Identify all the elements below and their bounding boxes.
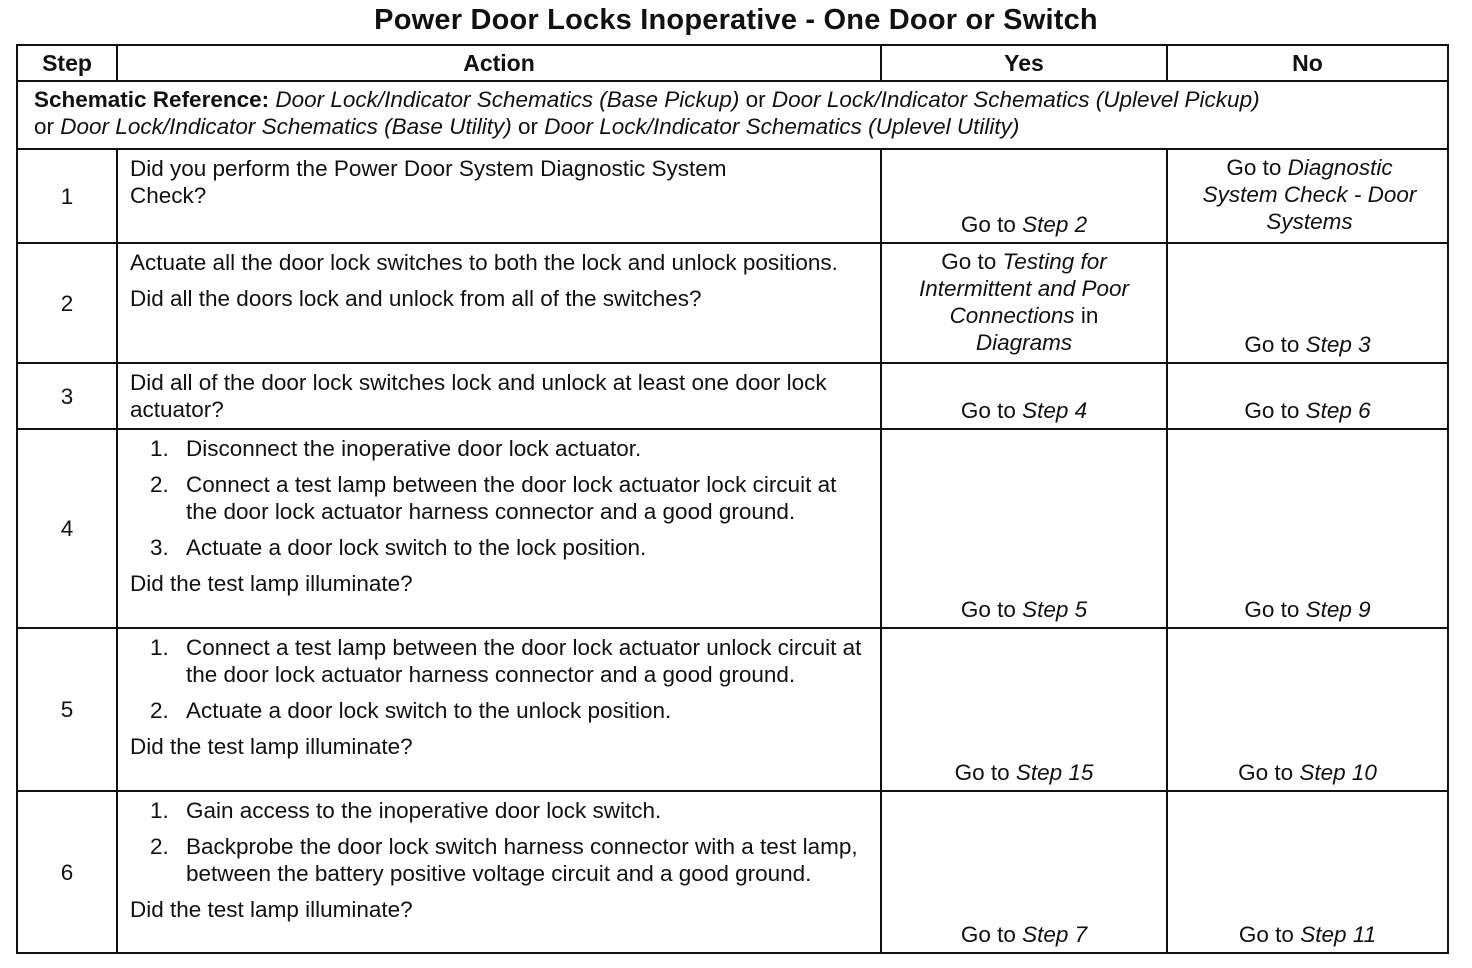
list-item-text: Actuate a door lock switch to the unlock position. [186,698,672,723]
action-cell [117,363,881,429]
goto-text: Go to [1238,922,1294,947]
action-cell [117,791,881,953]
schematic-ref-uplevel-utility: Door Lock/Indicator Schematics (Uplevel Utility) [544,114,1020,139]
no-target: Step 6 [1305,398,1371,423]
in-text: in [1080,303,1099,328]
list-item-number: 2. [150,472,169,497]
goto-text: Go to [954,760,1010,785]
list-item [130,634,870,688]
page-title: Power Door Locks Inoperative - One Door or Switch [374,4,1098,36]
procedure-list [130,797,870,887]
action-cell [117,243,881,363]
goto-text: Go to [960,597,1016,622]
list-item [130,797,870,824]
yes-doc: Diagrams [975,330,1073,355]
step-number: 5 [17,628,117,791]
schematic-ref-base-utility: Door Lock/Indicator Schematics (Base Utility) [60,114,512,139]
yes-cell [881,429,1167,628]
step-number: 1 [17,149,117,243]
action-question: Did the test lamp illuminate? [130,571,413,596]
yes-cell [881,243,1167,363]
table-row [17,363,1448,429]
yes-cell [881,628,1167,791]
or-text: or [34,114,55,139]
no-cell [1167,363,1448,429]
action-cell [117,429,881,628]
list-item-text: Gain access to the inoperative door lock switch. [186,798,662,823]
table-row [17,243,1448,363]
yes-target: Step 15 [1015,760,1094,785]
action-question: Did the test lamp illuminate? [130,734,413,759]
action-text: Actuate all the door lock switches to both the lock and unlock positions. [130,250,838,275]
list-item [130,697,870,724]
list-item-number: 1. [150,436,169,461]
no-cell [1167,243,1448,363]
or-text: or [745,87,766,112]
goto-text: Go to [941,249,997,274]
step-number: 3 [17,363,117,429]
action-text: Did you perform the Power Door System Diagnostic System Check? [130,156,727,208]
action-question: Did all the doors lock and unlock from all of the switches? [130,286,702,311]
action-cell [117,628,881,791]
list-item-text: Disconnect the inoperative door lock actuator. [186,436,642,461]
header-yes: Yes [881,45,1167,81]
list-item [130,471,870,525]
list-item-number: 2. [150,834,169,859]
list-item-text: Actuate a door lock switch to the lock position. [186,535,647,560]
no-cell [1167,149,1448,243]
action-question: Did the test lamp illuminate? [130,897,413,922]
goto-text: Go to [1244,332,1300,357]
list-item [130,534,870,561]
diagnostic-table [16,44,1449,954]
table-row [17,791,1448,953]
no-target: Step 10 [1299,760,1377,785]
goto-text: Go to [1238,760,1294,785]
no-cell [1167,429,1448,628]
table-row [17,429,1448,628]
schematic-reference-row [17,81,1448,149]
yes-cell [881,149,1167,243]
schematic-reference-label: Schematic Reference: [34,87,270,112]
procedure-list [130,634,870,724]
no-cell [1167,628,1448,791]
no-target: Step 3 [1305,332,1371,357]
list-item-number: 1. [150,635,169,660]
or-text: or [517,114,538,139]
header-step: Step [17,45,117,81]
list-item [130,435,870,462]
no-cell [1167,791,1448,953]
header-no: No [1167,45,1448,81]
yes-cell [881,791,1167,953]
goto-text: Go to [1244,597,1300,622]
procedure-list [130,435,870,561]
goto-text: Go to [960,398,1016,423]
step-number: 6 [17,791,117,953]
yes-target: Testing for Intermittent and Poor Connections [918,249,1130,328]
list-item-text: Backprobe the door lock switch harness connector with a test lamp, between the battery positive voltage circuit and a good ground. [186,834,858,886]
schematic-ref-uplevel-pickup: Door Lock/Indicator Schematics (Uplevel Pickup) [771,87,1260,112]
no-target: Diagnostic System Check - Door Systems [1202,155,1417,234]
step-number: 2 [17,243,117,363]
yes-target: Step 7 [1022,922,1088,947]
header-row [17,45,1448,81]
header-action: Action [117,45,881,81]
action-cell [117,149,881,243]
goto-text: Go to [1244,398,1300,423]
no-target: Step 11 [1300,922,1377,947]
schematic-ref-base-pickup: Door Lock/Indicator Schematics (Base Pickup) [275,87,740,112]
yes-target: Step 5 [1022,597,1088,622]
action-text: Did all of the door lock switches lock and unlock at least one door lock actuator? [130,370,827,422]
yes-target: Step 4 [1022,398,1088,423]
goto-text: Go to [960,212,1016,237]
list-item-text: Connect a test lamp between the door lock actuator unlock circuit at the door lock actuator harness connector and a good ground. [186,635,862,687]
no-target: Step 9 [1305,597,1371,622]
goto-text: Go to [960,922,1016,947]
list-item-number: 3. [150,535,169,560]
yes-target: Step 2 [1022,212,1088,237]
schematic-reference [17,81,1448,149]
step-number: 4 [17,429,117,628]
goto-text: Go to [1226,155,1282,180]
list-item-text: Connect a test lamp between the door lock actuator lock circuit at the door lock actuator harness connector and a good ground. [186,472,837,524]
table-row [17,149,1448,243]
table-row [17,628,1448,791]
list-item-number: 2. [150,698,169,723]
yes-cell [881,363,1167,429]
list-item [130,833,870,887]
list-item-number: 1. [150,798,169,823]
